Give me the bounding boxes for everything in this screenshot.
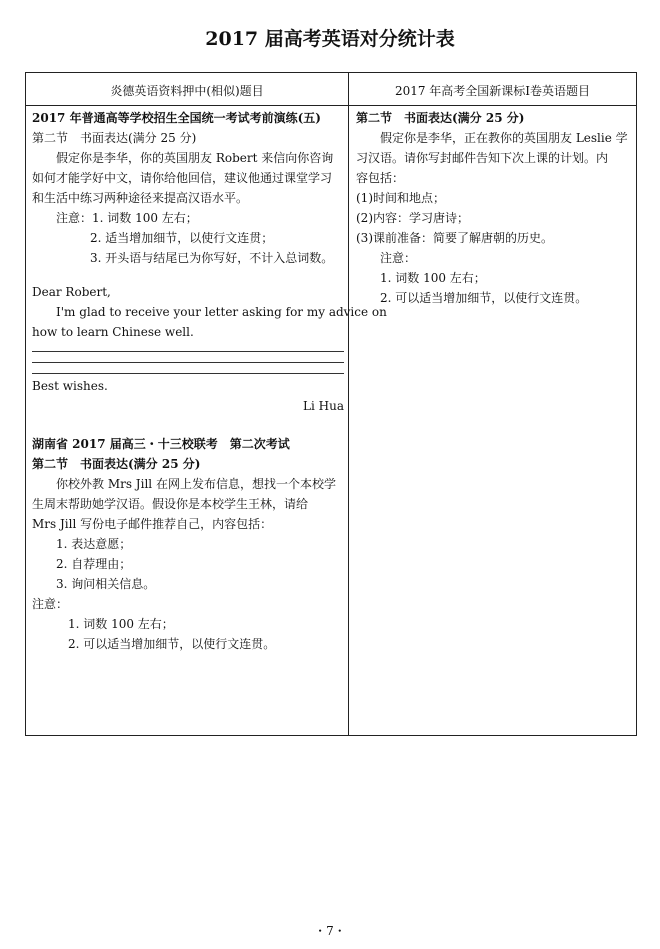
writing-line [32,373,344,374]
page-number: ・7・ [314,924,346,938]
letter-signature: Li Hua [303,399,344,413]
exam1-para: 如何才能学好中文，请你给他回信，建议他通过课堂学习 [32,171,333,185]
right-para: 假定你是李华，正在教你的英国朋友 Leslie 学 [380,131,628,145]
exam1-note: 注意：1. 词数 100 左右； [56,211,198,225]
exam2-heading: 湖南省 2017 届高三・十三校联考 第二次考试 [32,437,290,451]
writing-line [32,362,344,363]
exam1-section: 第二节 书面表达(满分 25 分) [32,131,197,145]
letter-greeting: Dear Robert, [32,285,111,299]
exam1-heading: 2017 年普通高等学校招生全国统一考试考前演练(五) [32,111,321,125]
right-item: (1)时间和地点； [356,191,445,205]
exam2-section: 第二节 书面表达(满分 25 分) [32,457,201,471]
exam2-note: 1. 词数 100 左右； [68,617,174,631]
header-left: 炎德英语资料押中(相似)题目 [110,84,264,98]
comparison-table [25,72,637,736]
right-note-label: 注意： [380,251,417,265]
right-note: 1. 词数 100 左右； [380,271,486,285]
exam2-item: 3. 询问相关信息。 [56,577,156,591]
letter-closing: Best wishes. [32,379,108,393]
letter-text: I'm glad to receive your letter asking for my advice on [56,305,387,319]
letter-text: how to learn Chinese well. [32,325,194,339]
exam2-item: 1. 表达意愿； [56,537,132,551]
right-column [356,108,631,308]
exam2-para: 你校外教 Mrs Jill 在网上发布信息，想找一个本校学 [56,477,336,491]
exam2-para: Mrs Jill 写份电子邮件推荐自己，内容包括： [32,517,273,531]
right-section: 第二节 书面表达(满分 25 分) [356,111,525,125]
exam2-note: 2. 可以适当增加细节，以使行文连贯。 [68,637,276,651]
exam1-para: 假定你是李华，你的英国朋友 Robert 来信向你咨询 [56,151,334,165]
page-title: 2017 届高考英语对分统计表 [205,28,455,50]
exam2-item: 2. 自荐理由； [56,557,132,571]
right-item: (3)课前准备：简要了解唐朝的历史。 [356,231,553,245]
right-para: 容包括： [356,171,405,185]
column-divider [348,73,349,735]
exam1-para: 和生活中练习两种途径来提高汉语水平。 [32,191,249,205]
exam2-note-label: 注意： [32,597,69,611]
left-column [32,108,387,654]
exam1-note: 2. 适当增加细节，以使行文连贯； [90,231,274,245]
right-item: (2)内容：学习唐诗； [356,211,469,225]
right-para: 习汉语。请你写封邮件告知下次上课的计划。内 [356,151,609,165]
exam1-note: 3. 开头语与结尾已为你写好，不计入总词数。 [90,251,334,265]
header-divider [26,105,636,106]
exam2-para: 生周末帮助她学汉语。假设你是本校学生王林，请给 [32,497,309,511]
writing-line [32,351,344,352]
header-right: 2017 年高考全国新课标Ⅰ卷英语题目 [394,84,591,98]
right-note: 2. 可以适当增加细节，以使行文连贯。 [380,291,588,305]
